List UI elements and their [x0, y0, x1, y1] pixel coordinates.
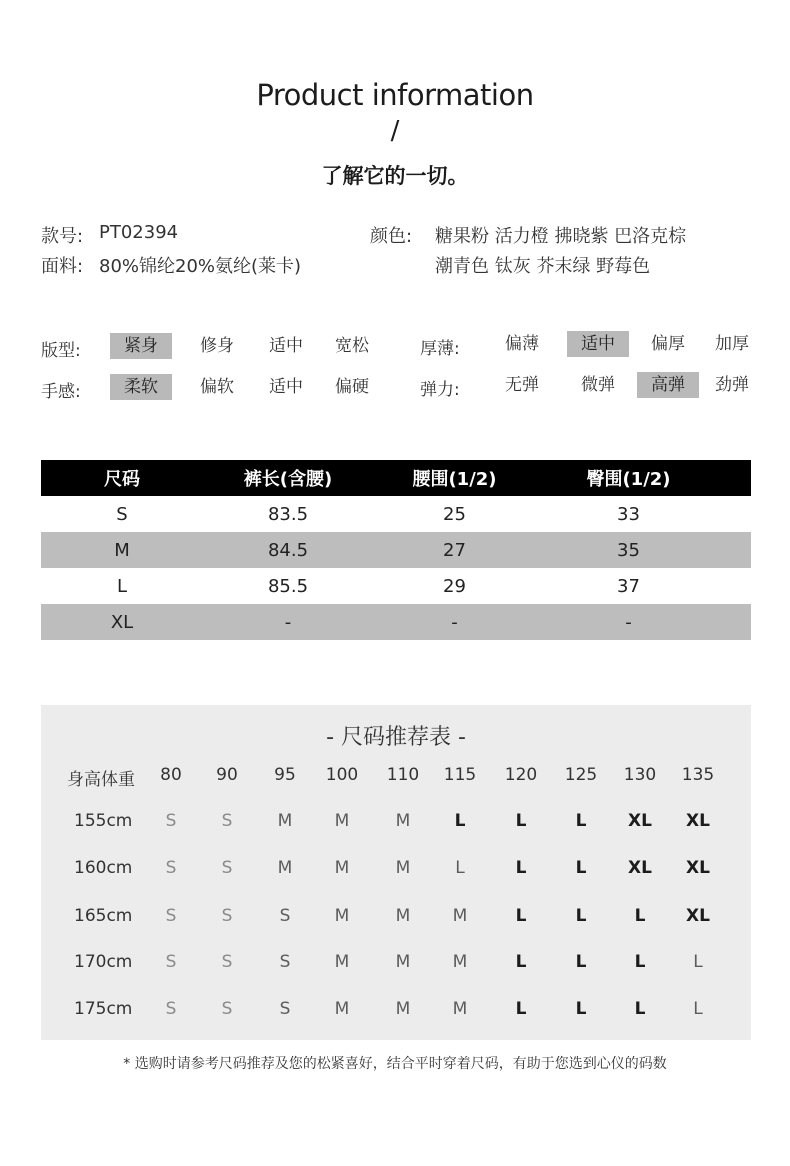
color-list-line-2: 潮青色 钛灰 芥末绿 野莓色: [435, 256, 651, 277]
recommended-size-cell: L: [693, 999, 703, 1019]
recommendation-title: - 尺码推荐表 -: [326, 725, 466, 750]
cell-waist: 27: [373, 532, 536, 568]
cell-length: 85.5: [267, 575, 309, 597]
elasticity-option-slight: 微弹: [581, 375, 615, 395]
color-label: 颜色:: [370, 226, 413, 247]
recommended-size-cell: L: [575, 999, 587, 1019]
recommended-size-cell: S: [165, 811, 177, 831]
recommended-size-cell: L: [455, 858, 465, 878]
cell-waist: -: [373, 604, 536, 640]
recommended-size-cell: M: [395, 906, 411, 926]
elasticity-option-super: 劲弹: [715, 375, 749, 395]
recommended-size-cell: S: [279, 952, 291, 972]
style-number-label: 款号:: [41, 226, 84, 247]
elasticity-option-none: 无弹: [505, 375, 539, 395]
recommended-size-cell: L: [575, 858, 587, 878]
recommended-size-cell: M: [277, 858, 293, 878]
header-waist: 腰围(1/2): [373, 460, 536, 496]
weight-header: 95: [274, 765, 296, 785]
recommended-size-cell: XL: [628, 858, 652, 878]
recommended-size-cell: M: [395, 811, 411, 831]
cell-hip: 35: [536, 532, 721, 568]
recommended-size-cell: XL: [686, 811, 710, 831]
fabric-label: 面料:: [41, 256, 84, 277]
fit-option-tight: 紧身: [110, 333, 172, 359]
recommended-size-cell: M: [395, 952, 411, 972]
recommended-size-cell: L: [515, 906, 527, 926]
weight-header: 110: [386, 765, 420, 785]
cell-size: S: [116, 503, 128, 525]
cell-hip: 33: [617, 503, 640, 525]
recommended-size-cell: S: [165, 858, 177, 878]
recommended-size-cell: M: [277, 811, 293, 831]
recommended-size-cell: L: [634, 952, 646, 972]
cell-waist: 29: [443, 575, 466, 597]
recommended-size-cell: L: [634, 999, 646, 1019]
recommended-size-cell: M: [452, 999, 468, 1019]
recommended-size-cell: S: [279, 999, 291, 1019]
height-row-label: 175cm: [74, 999, 133, 1019]
cell-hip: -: [536, 604, 721, 640]
fit-option-regular: 适中: [269, 336, 303, 356]
weight-header: 130: [623, 765, 657, 785]
weight-header: 125: [564, 765, 598, 785]
cell-spacer: [721, 532, 751, 568]
thickness-option-medium: 适中: [567, 331, 629, 357]
cell-waist: 25: [443, 503, 466, 525]
height-row-label: 155cm: [74, 811, 133, 831]
cell-spacer: [721, 496, 751, 532]
recommended-size-cell: M: [395, 858, 411, 878]
cell-size: L: [116, 575, 128, 597]
feel-option-medium: 适中: [269, 377, 303, 397]
recommended-size-cell: L: [454, 811, 466, 831]
thickness-option-thick: 偏厚: [651, 334, 685, 354]
recommended-size-cell: L: [515, 858, 527, 878]
recommended-size-cell: M: [334, 906, 350, 926]
recommended-size-cell: XL: [628, 811, 652, 831]
recommended-size-cell: L: [575, 952, 587, 972]
recommended-size-cell: M: [452, 906, 468, 926]
cell-size: XL: [41, 604, 203, 640]
header-size: 尺码: [41, 460, 203, 496]
feel-option-fairly-hard: 偏硬: [335, 377, 369, 397]
thickness-option-thin: 偏薄: [505, 334, 539, 354]
recommended-size-cell: XL: [686, 906, 710, 926]
recommended-size-cell: M: [334, 952, 350, 972]
fit-option-slim: 修身: [200, 336, 234, 356]
size-table: [41, 460, 751, 640]
weight-header: 90: [216, 765, 238, 785]
recommended-size-cell: M: [334, 858, 350, 878]
recommended-size-cell: L: [693, 952, 703, 972]
fit-label: 版型:: [41, 341, 81, 361]
feel-option-soft: 柔软: [110, 374, 172, 400]
cell-length: 83.5: [267, 503, 309, 525]
recommended-size-cell: L: [634, 906, 646, 926]
elasticity-option-high: 高弹: [637, 372, 699, 398]
recommended-size-cell: M: [452, 952, 468, 972]
cell-hip: 37: [617, 575, 640, 597]
table-row: [41, 568, 751, 604]
footnote: * 选购时请参考尺码推荐及您的松紧喜好，结合平时穿着尺码，有助于您选到心仪的码数: [123, 1056, 667, 1072]
cell-length: -: [203, 604, 373, 640]
weight-header: 115: [443, 765, 477, 785]
height-row-label: 165cm: [74, 906, 133, 926]
page-subtitle: 了解它的一切。: [321, 164, 469, 188]
size-table-header: [41, 460, 751, 496]
weight-header: 120: [504, 765, 538, 785]
fabric-value: 80%锦纶20%氨纶(莱卡): [99, 256, 302, 277]
feel-label: 手感:: [41, 382, 81, 402]
weight-header: 80: [160, 765, 182, 785]
table-row: [41, 496, 751, 532]
recommended-size-cell: XL: [686, 858, 710, 878]
recommended-size-cell: S: [165, 999, 177, 1019]
title-divider-slash: /: [390, 116, 400, 146]
style-number-value: PT02394: [99, 222, 179, 243]
cell-spacer: [721, 604, 751, 640]
cell-size: M: [41, 532, 203, 568]
page-title: Product information: [256, 78, 534, 112]
recommended-size-cell: S: [221, 999, 233, 1019]
recommended-size-cell: L: [575, 906, 587, 926]
recommended-size-cell: S: [221, 906, 233, 926]
color-list-line-1: 糖果粉 活力橙 拂晓紫 巴洛克棕: [435, 226, 687, 247]
thickness-option-extra-thick: 加厚: [715, 334, 749, 354]
recommended-size-cell: S: [221, 811, 233, 831]
thickness-label: 厚薄:: [420, 339, 460, 359]
cell-length: 84.5: [203, 532, 373, 568]
recommended-size-cell: S: [221, 952, 233, 972]
recommended-size-cell: S: [221, 858, 233, 878]
height-row-label: 160cm: [74, 858, 133, 878]
header-hip: 臀围(1/2): [536, 460, 721, 496]
recommended-size-cell: S: [279, 906, 291, 926]
height-row-label: 170cm: [74, 952, 133, 972]
table-row: [41, 532, 751, 568]
header-spacer: [721, 460, 751, 496]
recommended-size-cell: L: [515, 811, 527, 831]
recommended-size-cell: S: [165, 906, 177, 926]
feel-option-fairly-soft: 偏软: [200, 377, 234, 397]
recommended-size-cell: M: [334, 999, 350, 1019]
fit-option-loose: 宽松: [335, 336, 369, 356]
elasticity-label: 弹力:: [420, 380, 460, 400]
weight-header: 100: [325, 765, 359, 785]
recommendation-corner-label: 身高体重: [67, 770, 135, 790]
recommended-size-cell: M: [395, 999, 411, 1019]
table-row: [41, 604, 751, 640]
weight-header: 135: [681, 765, 715, 785]
recommended-size-cell: M: [334, 811, 350, 831]
recommended-size-cell: L: [515, 952, 527, 972]
header-length: 裤长(含腰): [203, 460, 373, 496]
recommended-size-cell: S: [165, 952, 177, 972]
recommended-size-cell: L: [575, 811, 587, 831]
cell-spacer: [721, 568, 751, 604]
recommended-size-cell: L: [515, 999, 527, 1019]
